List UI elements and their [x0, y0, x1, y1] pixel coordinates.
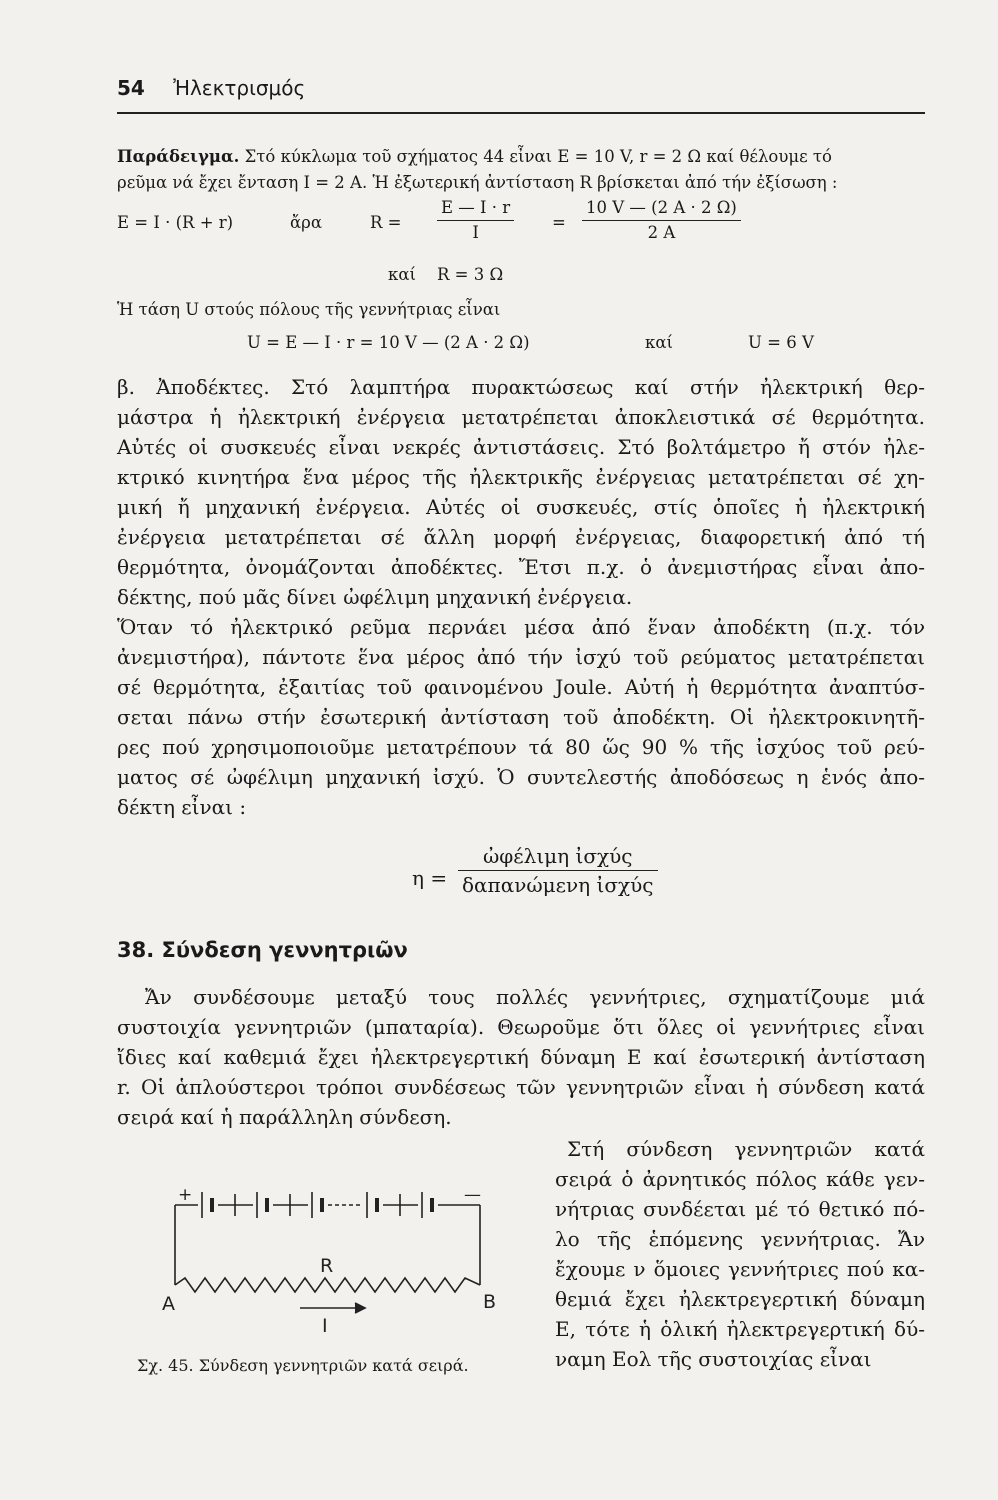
series-circuit-figure: [150, 1180, 510, 1340]
series-line: λο τῆς ἑπόμενης γεννήτριας. Ἄν: [555, 1227, 925, 1251]
section38-line: ἴδιες καί καθεμιά ἔχει ἠλεκτρεγερτική δύναμη E καί ἐσωτερική ἀντίσταση: [117, 1045, 925, 1069]
resistor-R: [175, 1278, 480, 1292]
label-B: B: [483, 1291, 497, 1313]
series-line: σειρά ὁ ἀρνητικός πόλος κάθε γεν-: [555, 1167, 925, 1191]
equation-1-fraction-2: $\frac{10 V — (2 A \cdot 2 \Omega)}{2 A}$: [582, 196, 741, 245]
figure-caption: Σχ. 45. Σύνδεση γεννητριῶν κατά σειρά.: [137, 1356, 469, 1375]
equation-1-left: E = I · (R + r): [117, 213, 234, 232]
section-heading: 38. Σύνδεση γεννητριῶν: [117, 938, 408, 962]
cell-2: [257, 1192, 267, 1218]
section38-line: σειρά καί ἡ παράλληλη σύνδεση.: [117, 1105, 452, 1129]
equation-1-equals: =: [552, 213, 566, 232]
equation-1-fraction: $\frac{E — I \cdot r}{I}$: [437, 196, 514, 245]
receivers-line: δέκτη εἶναι :: [117, 795, 247, 819]
receivers-line: ἀνεμιστήρα), πάντοτε ἕνα μέρος ἀπό τήν ἰσχύ τοῦ ρεύματος μετατρέπεται: [117, 645, 925, 669]
receivers-line: ἐνέργεια μετατρέπεται σέ ἄλλη μορφή ἐνέργειας, διαφορετική ἀπό τή: [117, 525, 925, 549]
kai-1: καί: [388, 265, 416, 284]
section38-paragraph: [117, 982, 925, 1132]
minus-sign: —: [464, 1185, 481, 1205]
page-header: [117, 76, 305, 100]
section38-line: Ἄν συνδέσουμε μεταξύ τους πολλές γεννήτριες, σχηματίζουμε μιά: [145, 985, 925, 1009]
example-line-2: ρεῦμα νά ἔχει ἔνταση I = 2 A. Ἡ ἐξωτερική ἀντίσταση R βρίσκεται ἀπό τήν ἐξίσωση :: [117, 173, 838, 192]
voltage-line: Ἡ τάση U στούς πόλους τῆς γεννήτριας εἶναι: [117, 300, 501, 319]
example-label: Παράδειγμα.: [117, 147, 240, 166]
receivers-line: κτρικό κινητήρα ἕνα μέρος τῆς ἠλεκτρικῆς ἐνέργειας μετατρέπεται σέ χη-: [117, 465, 925, 489]
R-result: R = 3 Ω: [437, 265, 504, 284]
series-line: νήτριας συνδέεται μέ τό θετικό πό-: [555, 1197, 925, 1221]
label-A: A: [162, 1293, 175, 1315]
receivers-line: Ὅταν τό ἠλεκτρικό ρεῦμα περνάει μέσα ἀπό ἕναν ἀποδέκτη (π.χ. τόν: [117, 615, 925, 639]
equation-2: U = E — I · r = 10 V — (2 A · 2 Ω): [247, 333, 530, 352]
section38-line: συστοιχία γεννητριῶν (μπαταρία). Θεωροῦμε ὅτι ὅλες οἱ γεννήτριες εἶναι: [117, 1015, 925, 1039]
receivers-line: σεται πάνω στήν ἐσωτερική ἀντίσταση τοῦ ἀποδέκτη. Οἱ ἠλεκτροκινητῆ-: [117, 705, 925, 729]
receivers-line: μική ἤ μηχανική ἐνέργεια. Αὐτές οἱ συσκευές, στίς ὁποῖες ἡ ἠλεκτρική: [117, 495, 925, 519]
receivers-line: μάστρα ἡ ἠλεκτρική ἐνέργεια μετατρέπεται ἀποκλειστικά σέ θερμότητα.: [117, 405, 925, 429]
receivers-section: [117, 372, 925, 822]
label-I: I: [322, 1315, 328, 1337]
cell-3: [312, 1192, 322, 1218]
equation-1-R: R =: [370, 213, 402, 232]
equation-2-result: U = 6 V: [748, 333, 814, 352]
receivers-line: β. Ἀποδέκτες. Στό λαμπτήρα πυρακτώσεως καί στήν ἠλεκτρική θερ-: [117, 375, 925, 399]
cell-4: [367, 1192, 377, 1218]
section38-line: r. Οἱ ἁπλούστεροι τρόποι συνδέσεως τῶν γεννητριῶν εἶναι ἡ σύνδεση κατά: [117, 1075, 925, 1099]
eta-label: η =: [412, 866, 448, 890]
section-title: Ἠλεκτρισμός: [173, 76, 306, 100]
receivers-line: ρες πού χρησιμοποιοῦμε μετατρέπουν τά 80 ὥς 90 % τῆς ἰσχύος τοῦ ρεύ-: [117, 735, 925, 759]
series-line: θεμιά ἔχει ἠλεκτρεγερτική δύναμη: [555, 1287, 925, 1311]
series-line: E, τότε ἡ ὁλική ἠλεκτρεγερτική δύ-: [555, 1317, 925, 1341]
equation-2-kai: καί: [645, 333, 673, 352]
eta-fraction: ὠφέλιμη ἰσχύς δαπανώμενη ἰσχύς: [458, 842, 658, 899]
receivers-line: Αὐτές οἱ συσκευές εἶναι νεκρές ἀντιστάσεις. Στό βολτάμετρο ἤ στόν ἠλε-: [117, 435, 925, 459]
series-line: Στή σύνδεση γεννητριῶν κατά: [567, 1137, 925, 1161]
example-line-1: Παράδειγμα. Στό κύκλωμα τοῦ σχήματος 44 εἶναι E = 10 V, r = 2 Ω καί θέλουμε τό: [117, 147, 832, 166]
receivers-line: ματος σέ ὠφέλιμη μηχανική ἰσχύ. Ὁ συντελεστής ἀποδόσεως η ἑνός ἀπο-: [117, 765, 925, 789]
series-line: ναμη Eολ τῆς συστοιχίας εἶναι: [555, 1347, 872, 1371]
receivers-line: θερμότητα, ὀνομάζονται ἀποδέκτες. Ἔτσι π.χ. ὁ ἀνεμιστήρας εἶναι ἀπο-: [117, 555, 925, 579]
label-R: R: [320, 1255, 334, 1277]
receivers-line: σέ θερμότητα, ἐξαιτίας τοῦ φαινομένου Joule. Αὐτή ἡ θερμότητα ἀναπτύσ-: [117, 675, 925, 699]
header-rule: [117, 112, 925, 114]
receivers-line: δέκτης, πού μᾶς δίνει ὠφέλιμη μηχανική ἐνέργεια.: [117, 585, 633, 609]
cell-5: [422, 1192, 432, 1218]
series-line: ἔχουμε ν ὅμοιες γεννήτριες πού κα-: [555, 1257, 925, 1281]
equation-1-ara: ἄρα: [290, 213, 322, 232]
series-connection-text: [555, 1134, 925, 1374]
plus-sign: +: [178, 1185, 193, 1205]
cell-1: [202, 1192, 212, 1218]
page-number: 54: [117, 76, 145, 100]
